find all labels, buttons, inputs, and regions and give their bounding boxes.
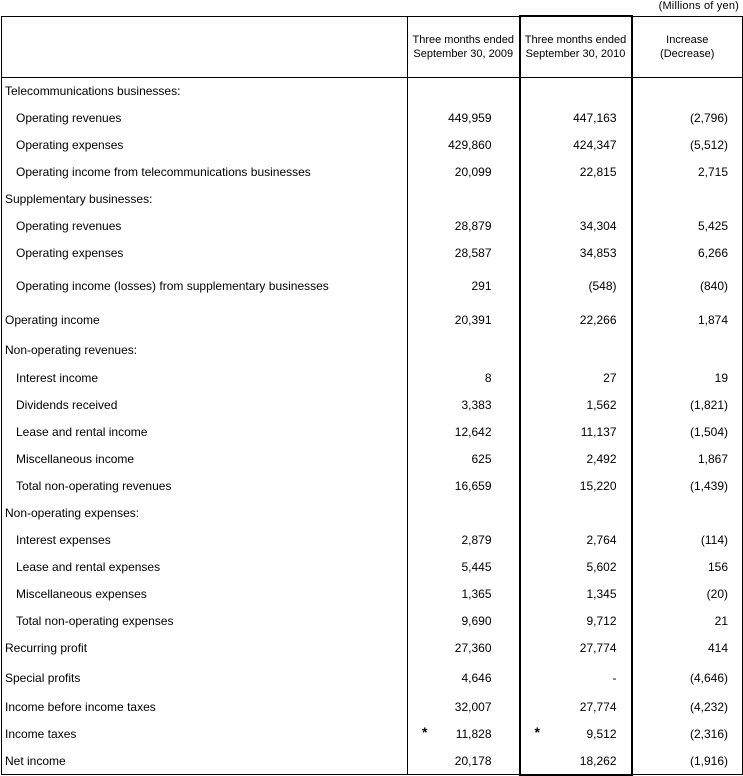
value-2009-cell [408,694,520,721]
header-col-change-line1: Increase [666,33,709,46]
value-2009: 4,646 [461,670,492,685]
row-label: Operating revenues [2,105,408,132]
value-2009-wrap [408,371,492,385]
value-change: (20) [706,587,728,601]
value-change-cell [632,306,743,335]
value-change: (1,821) [689,398,728,412]
value-change: 19 [714,371,728,385]
value-2010-cell [520,267,632,306]
value-2010: 11,137 [580,425,617,439]
header-row [2,16,743,78]
value-2009: 3,383 [461,398,492,412]
value-2010-cell [520,240,632,267]
value-change-cell [632,267,743,306]
value-2010-cell [520,473,632,500]
value-change-wrap [633,641,729,655]
value-change-wrap [633,754,729,768]
value-2009: 11,828 [455,727,492,741]
value-2010-cell [520,392,632,419]
value-change-wrap [633,246,729,260]
value-2009-cell [408,419,520,446]
value-2010: 27 [603,371,617,385]
value-2009-cell [408,392,520,419]
value-2010: 424,347 [573,138,617,152]
value-2009-cell [408,721,520,748]
value-2009-wrap [408,425,492,439]
value-2009-cell [408,365,520,392]
value-change-wrap [633,279,729,293]
header-label-cell [2,16,408,78]
value-2009: 16,659 [454,479,492,493]
table-row [2,213,743,240]
value-change: (114) [700,533,728,547]
value-2009-wrap [408,138,492,152]
value-2010-cell [520,335,632,365]
value-2009-cell [408,213,520,240]
value-2009-wrap [408,165,492,179]
value-change-wrap [633,560,729,574]
value-change-cell [632,335,743,365]
value-change-wrap [633,587,729,601]
value-2009-cell [408,446,520,473]
table-row [2,554,743,581]
value-2010-wrap [521,165,617,179]
table-row [2,446,743,473]
table-row [2,608,743,635]
value-2009-cell [408,105,520,132]
value-2009-wrap [408,754,492,768]
value-2009-wrap [408,246,492,260]
value-change: 156 [707,560,728,574]
value-2009: 27,360 [454,641,492,655]
value-2010-wrap [521,398,617,412]
row-label: Total non-operating expenses [2,608,408,635]
value-2009-cell [408,78,520,105]
value-change-cell [632,159,743,186]
table-row [2,186,743,213]
value-2010-cell [520,213,632,240]
row-label: Interest income [2,365,408,392]
value-2010-wrap [521,425,617,439]
value-2010: (548) [588,279,617,293]
value-change: (2,796) [689,111,728,125]
value-2009-cell [408,635,520,662]
value-2009-cell [408,608,520,635]
value-change-cell [632,608,743,635]
value-2010: 1,562 [586,398,617,412]
value-2009-wrap [408,700,492,714]
value-change-wrap [633,452,729,466]
value-change-cell [632,635,743,662]
row-label: Interest expenses [2,527,408,554]
value-2009: 291 [471,279,492,293]
value-2010: - [612,670,617,685]
row-label: Income taxes [2,721,408,748]
value-2009-cell [408,132,520,159]
value-2010-cell [520,419,632,446]
row-label: Supplementary businesses: [2,186,408,213]
value-2009-cell [408,335,520,365]
footnote-asterisk: * [422,724,428,740]
value-2009: 8 [484,371,492,385]
value-2009-wrap [408,724,492,741]
value-2009-wrap [408,452,492,466]
value-2010-cell [520,527,632,554]
value-2009-cell [408,748,520,775]
header-col-2010 [520,16,632,78]
header-col-2010-line1: Three months ended [524,34,627,46]
value-2010-cell [520,186,632,213]
value-change-cell [632,392,743,419]
value-change-wrap [633,727,729,741]
row-label: Operating income from telecommunications businesses [2,159,408,186]
value-change-cell [632,132,743,159]
value-2009: 32,007 [454,700,492,714]
value-2010-cell [520,105,632,132]
value-change: 2,715 [697,165,728,179]
value-change-cell [632,78,743,105]
value-2010-wrap [521,111,617,125]
row-label: Operating expenses [2,240,408,267]
value-change-wrap [633,700,729,714]
value-2009: 20,178 [454,753,492,768]
value-2010: 1,345 [586,587,617,601]
table-row [2,527,743,554]
value-2009-wrap [408,398,492,412]
value-change: 5,425 [697,219,728,233]
value-2009: 2,879 [461,533,492,547]
value-change: (5,512) [689,138,728,152]
value-change-cell [632,662,743,694]
value-change-wrap [633,614,729,628]
value-2009-wrap [408,111,492,125]
header-col-change-line2: (Decrease) [660,47,715,60]
table-body [2,16,743,775]
value-2010-wrap [521,219,617,233]
value-change: (2,316) [689,727,728,741]
value-2010-cell [520,446,632,473]
value-change-wrap [633,398,729,412]
value-2010: 447,163 [573,111,617,125]
value-change-cell [632,365,743,392]
value-change: (840) [699,279,728,293]
row-label: Non-operating revenues: [2,335,408,365]
value-2009-cell [408,662,520,694]
value-2009-cell [408,267,520,306]
value-2010-cell [520,306,632,335]
value-2010: 18,262 [579,753,617,768]
header-col-2009 [408,16,520,78]
row-label: Operating income [2,306,408,335]
value-change: 1,867 [697,452,728,466]
table-row [2,159,743,186]
value-2010-cell [520,694,632,721]
table-row [2,419,743,446]
table-row [2,473,743,500]
row-label: Special profits [2,662,408,694]
value-change-cell [632,105,743,132]
value-2009-cell [408,527,520,554]
value-change: (1,439) [689,479,728,493]
header-col-2010-line2: September 30, 2010 [525,48,626,60]
value-change-cell [632,473,743,500]
row-label: Non-operating expenses: [2,500,408,527]
table-row [2,335,743,365]
row-label: Operating expenses [2,132,408,159]
value-2010-wrap [521,138,617,152]
value-change-wrap [633,138,729,152]
value-2009-cell [408,581,520,608]
row-label: Income before income taxes [2,694,408,721]
value-2010: 27,774 [579,641,617,655]
value-2010-wrap [521,614,617,628]
value-2009-cell [408,500,520,527]
value-2009-cell [408,240,520,267]
value-2009-cell [408,473,520,500]
value-change-wrap [633,219,729,233]
table-row [2,392,743,419]
value-2010: 27,774 [579,700,617,714]
value-2010: 5,602 [586,560,617,574]
value-change-cell [632,186,743,213]
value-2009: 28,879 [454,219,492,233]
value-2010-wrap [521,587,617,601]
table-row [2,635,743,662]
value-2009-wrap [408,587,492,601]
table-row [2,306,743,335]
value-change-cell [632,240,743,267]
value-2010-wrap [521,279,617,293]
value-change: 414 [707,641,728,655]
value-2009: 429,860 [448,138,492,152]
row-label: Recurring profit [2,635,408,662]
row-label: Miscellaneous income [2,446,408,473]
unit-note: (Millions of yen) [658,0,739,12]
value-change-cell [632,721,743,748]
header-col-change [632,16,743,78]
value-2009: 20,099 [454,165,492,179]
value-2010: 2,492 [586,452,617,466]
value-2009-wrap [408,313,492,327]
table-row [2,721,743,748]
income-statement-table [1,15,743,776]
value-change: (1,916) [689,753,728,768]
table-row [2,78,743,105]
value-2010-wrap [521,452,617,466]
value-2010-cell [520,132,632,159]
value-2010: 9,512 [586,727,617,741]
value-2010-cell [520,554,632,581]
table-row [2,240,743,267]
value-change-cell [632,419,743,446]
table-row [2,694,743,721]
value-2010-wrap [521,371,617,385]
value-2010-cell [520,365,632,392]
value-2010-cell [520,662,632,694]
value-change-wrap [633,671,729,685]
value-2009: 12,642 [454,425,492,439]
table-row [2,365,743,392]
value-2010-wrap [521,246,617,260]
value-2009-wrap [408,641,492,655]
footnote-asterisk: * [534,724,540,740]
value-change: (4,232) [689,700,728,714]
value-2009: 5,445 [461,560,492,574]
value-2010-cell [520,78,632,105]
value-2010-wrap [521,641,617,655]
table-row [2,662,743,694]
value-2009-wrap [408,533,492,547]
value-2010-wrap [521,479,617,493]
row-label: Dividends received [2,392,408,419]
table-row [2,748,743,775]
value-change: (4,646) [689,670,728,685]
row-label: Operating income (losses) from supplementary businesses [2,267,408,306]
value-2009: 9,690 [461,614,492,628]
value-change-cell [632,213,743,240]
value-change-cell [632,581,743,608]
value-2010: 15,220 [579,479,617,493]
value-2009: 20,391 [454,313,492,327]
value-2009-wrap [408,279,492,293]
value-2009: 1,365 [461,587,492,601]
row-label: Telecommunications businesses: [2,78,408,105]
row-label: Lease and rental income [2,419,408,446]
value-change: 21 [714,614,728,628]
value-change-cell [632,748,743,775]
value-2010-wrap [521,671,617,685]
value-2010-wrap [521,313,617,327]
table-row [2,132,743,159]
value-change: 1,874 [697,313,728,327]
value-change-cell [632,694,743,721]
table-row [2,267,743,306]
table-row [2,105,743,132]
value-2010-cell [520,159,632,186]
header-col-2009-line2: September 30, 2009 [413,47,514,60]
value-2009-wrap [408,671,492,685]
value-2009: 449,959 [448,111,492,125]
row-label: Miscellaneous expenses [2,581,408,608]
value-change-wrap [633,425,729,439]
value-2010: 34,853 [579,246,617,260]
row-label: Lease and rental expenses [2,554,408,581]
value-2009-cell [408,306,520,335]
value-change-wrap [633,371,729,385]
header-col-2009-line1: Three months ended [412,33,514,46]
value-2009-wrap [408,614,492,628]
value-2010-cell [520,608,632,635]
value-2009-wrap [408,219,492,233]
value-2010-cell [520,500,632,527]
value-2010-cell [520,635,632,662]
value-2010-wrap [521,533,617,547]
value-2009: 625 [471,452,492,466]
value-2009-cell [408,159,520,186]
value-2010-wrap [521,700,617,714]
value-2009-wrap [408,560,492,574]
row-label: Operating revenues [2,213,408,240]
value-2010-cell [520,581,632,608]
value-2009-cell [408,186,520,213]
row-label: Total non-operating revenues [2,473,408,500]
value-change-wrap [633,533,729,547]
value-2010: 22,266 [579,313,617,327]
value-change-wrap [633,479,729,493]
value-change-cell [632,500,743,527]
value-2009-cell [408,554,520,581]
value-2010: 9,712 [586,614,617,628]
value-change-cell [632,554,743,581]
value-2010-cell [520,721,632,748]
value-change-wrap [633,165,729,179]
value-change: (1,504) [689,425,728,439]
value-2010-wrap [521,560,617,574]
value-change-wrap [633,313,729,327]
value-2010-wrap [521,754,617,768]
value-2010: 34,304 [579,219,617,233]
table-row [2,500,743,527]
value-2010-cell [520,748,632,775]
value-change: 6,266 [697,246,728,260]
value-change-cell [632,446,743,473]
table-row [2,581,743,608]
value-2010: 22,815 [579,165,617,179]
value-2010: 2,764 [586,533,617,547]
value-change-cell [632,527,743,554]
value-2009-wrap [408,479,492,493]
row-label: Net income [2,748,408,775]
value-2009: 28,587 [454,246,492,260]
value-2010-wrap [521,724,617,741]
value-change-wrap [633,111,729,125]
